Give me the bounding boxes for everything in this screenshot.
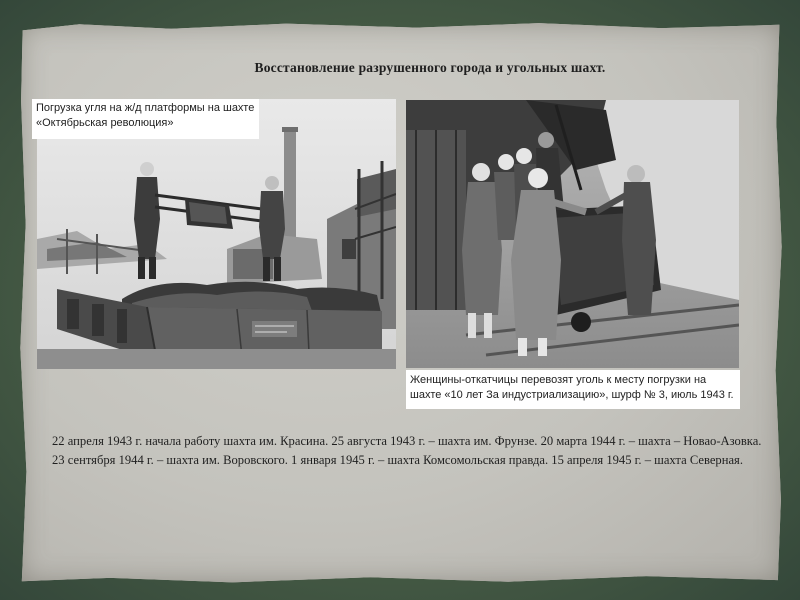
mines-restoration-text: 22 апреля 1943 г. начала работу шахта им. Красина. 25 августа 1943 г. – шахта им. Фрунзе. 20 марта 1944 г. – шахта – Новао-Азовка. 23 сентября 1944 г. – шахта им. Воровского. 1 января 1945 г. – шахта Комсомольская правда. 15 апреля 1945 г. – шахта Северная. — [52, 434, 762, 467]
coal-loading-image — [37, 99, 396, 369]
slide-title: Восстановление разрушенного города и угольных шахт. — [254, 60, 606, 75]
photo-coal-loading — [37, 99, 396, 369]
caption-women-coal-cart: Женщины-откатчицы перевозят уголь к месту погрузки на шахте «10 лет За индустриализацию», шурф № 3, июль 1943 г. — [406, 370, 740, 409]
photo-women-coal-cart — [406, 100, 739, 368]
caption-coal-loading: Погрузка угля на ж/д платформы на шахте «Октябрьская революция» — [32, 99, 259, 139]
women-coal-cart-image — [406, 100, 739, 368]
